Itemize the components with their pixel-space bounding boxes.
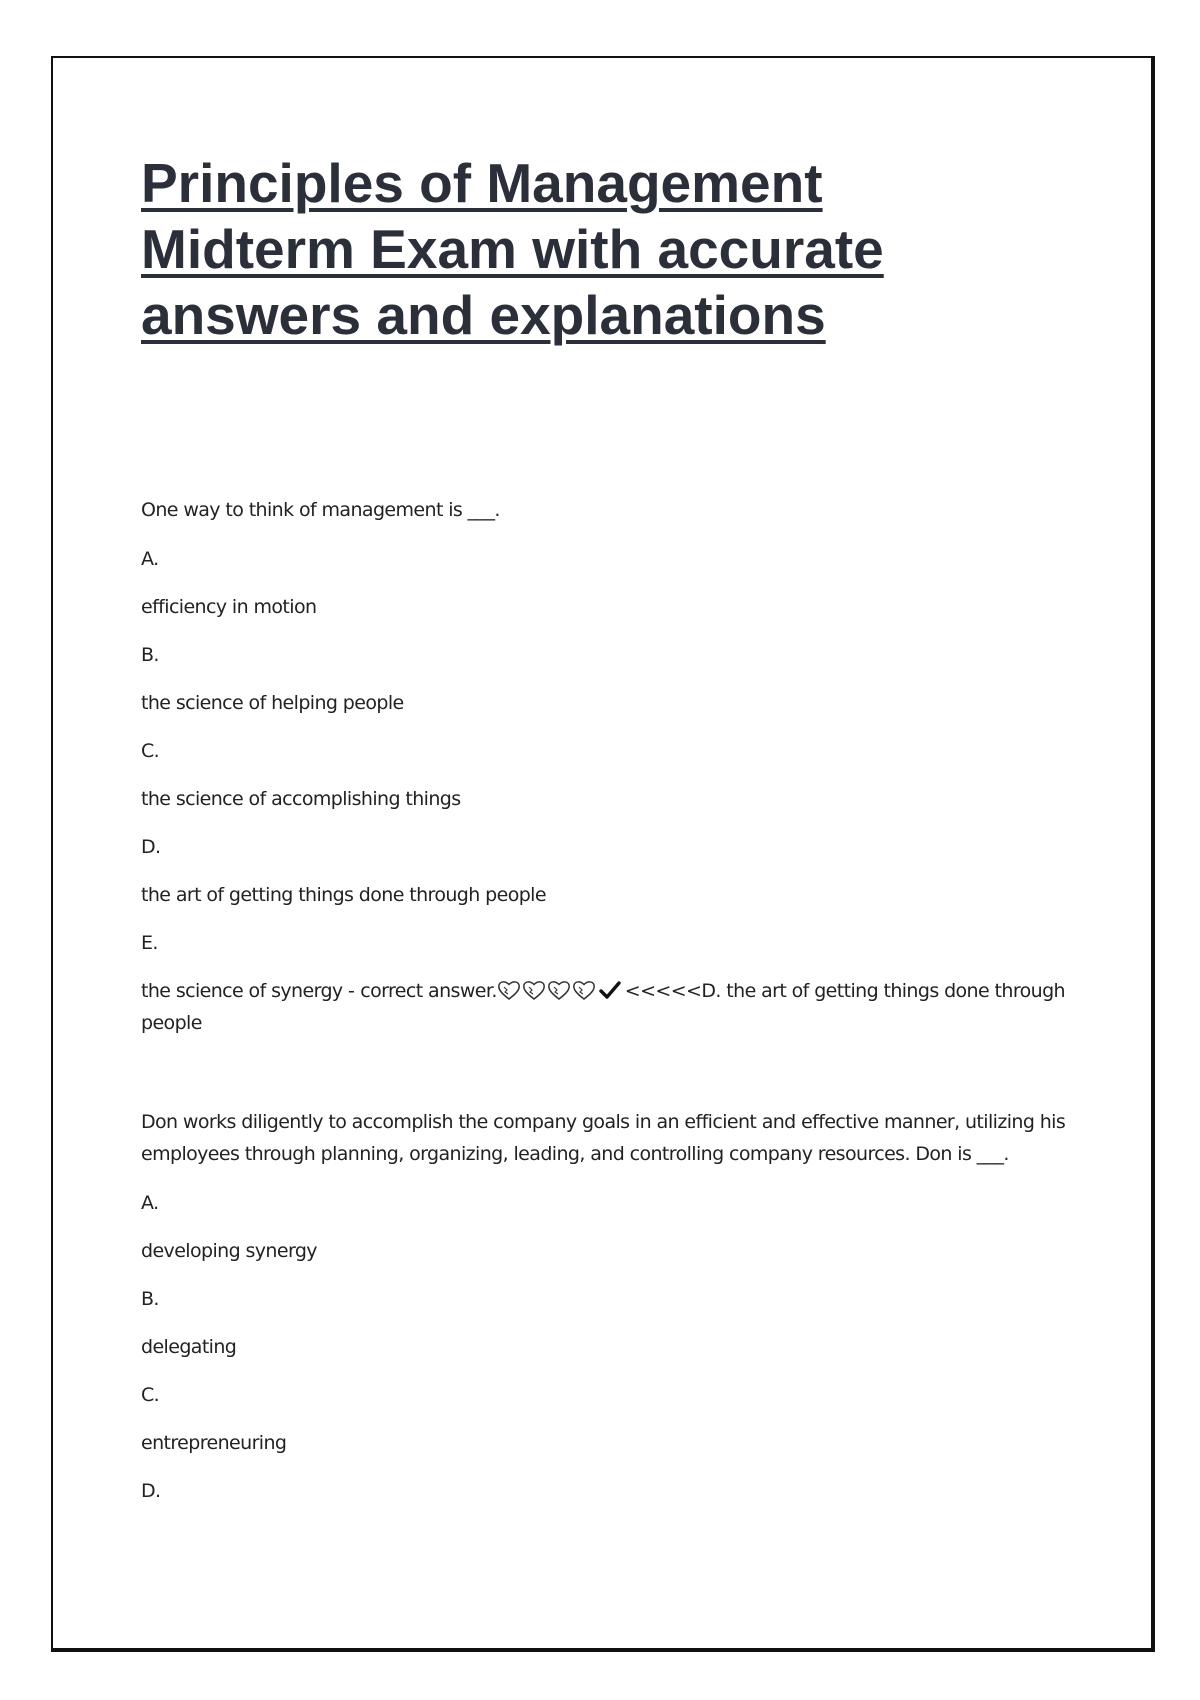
heart-icon <box>547 979 571 1001</box>
question-text: Don works diligently to accomplish the company goals in an efficient and effective manner, utilizing his employees through planning, organizing, leading, and controlling company resources. Don is ___. <box>141 1111 1066 1165</box>
document-title: Principles of Management Midterm Exam with accurate answers and explanations <box>141 152 884 346</box>
option-letter-b: B. <box>141 1288 159 1310</box>
option-letter-a: A. <box>141 1192 159 1214</box>
option-letter-a: A. <box>141 548 159 570</box>
heart-icon <box>497 979 521 1001</box>
option-text-b: the science of helping people <box>141 692 404 714</box>
option-text-c: entrepreneuring <box>141 1432 287 1454</box>
correct-answer-label: correct answer. <box>360 980 497 1002</box>
answer-line <box>141 975 1081 1039</box>
option-text-e: the science of synergy - <box>141 980 355 1002</box>
question-text: One way to think of management is ___. <box>141 499 500 521</box>
option-text-a: efficiency in motion <box>141 596 317 618</box>
question-2 <box>141 1106 1081 1507</box>
document-content <box>141 150 1081 1523</box>
option-text-d: the art of getting things done through people <box>141 884 546 906</box>
option-letter-e: E. <box>141 932 158 954</box>
check-icon <box>599 980 621 1000</box>
question-list <box>141 494 1081 1507</box>
option-letter-c: C. <box>141 1384 160 1406</box>
heart-icon <box>572 979 596 1001</box>
question-1 <box>141 494 1081 1039</box>
option-text-a: developing synergy <box>141 1240 317 1262</box>
option-letter-d: D. <box>141 836 161 858</box>
option-text-b: delegating <box>141 1336 237 1358</box>
option-text-c: the science of accomplishing things <box>141 788 461 810</box>
option-letter-b: B. <box>141 644 159 666</box>
heart-icon <box>522 979 546 1001</box>
option-letter-c: C. <box>141 740 160 762</box>
correct-answer-text: <<<<<D. the art of getting things done through people <box>141 980 1065 1034</box>
option-letter-d: D. <box>141 1480 161 1502</box>
